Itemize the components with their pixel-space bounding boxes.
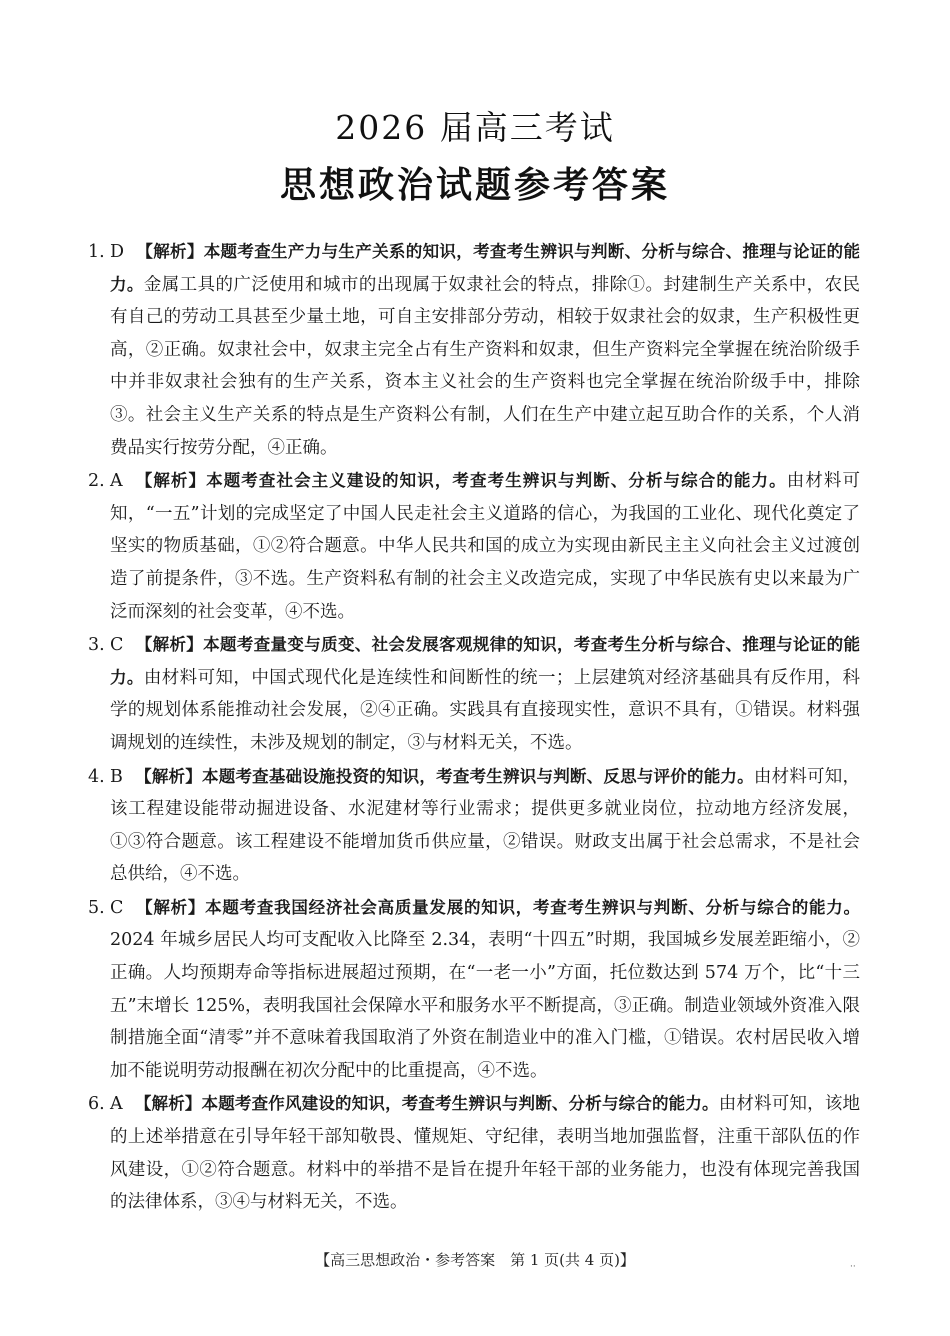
question-number: 6. <box>88 1094 105 1115</box>
question-number: 3. <box>88 635 105 656</box>
question-number: 2. <box>88 471 105 492</box>
answer-letter: C <box>110 897 124 918</box>
corner-mark: ·· <box>850 1262 856 1272</box>
analysis-body: 由材料可知，“一五”计划的完成坚定了中国人民走社会主义道路的信心，为我国的工业化、现代化奠定了坚实的物质基础，①②符合题意。中华人民共和国的成立为实现由新民主主义向社会主义过渡创造了前提条件，③不选。生产资料私有制的社会主义改造完成，实现了中华民族有史以来最为广泛而深刻的社会变革，④不选。 <box>110 471 861 622</box>
analysis-heading: 【解析】本题考查社会主义建设的知识，考查考生辨识与判断、分析与综合的能力。 <box>134 471 787 491</box>
answer-item-3 <box>88 629 860 759</box>
answer-item-2 <box>88 465 860 628</box>
answer-letter: A <box>110 471 123 492</box>
analysis-body: 2024 年城乡居民人均可支配收入比降至 2.34，表明“十四五”时期，我国城乡发展差距缩小，②正确。人均预期寿命等指标进展超过预期，在“一老一小”方面，托位数达到 574 万个，比“十三五”末增长 125%，表明我国社会保障水平和服务水平不断提高，③正确。制造业领域外资准入限制措施全面“清零”并不意味着我国取消了外资在制造业中的准入门槛，①错误。农村居民收入增加不能说明劳动报酬在初次分配中的比重提高，④不选。 <box>110 930 860 1081</box>
analysis-body: 由材料可知，中国式现代化是连续性和间断性的统一；上层建筑对经济基础具有反作用，科学的规划体系能推动社会发展，②④正确。实践具有直接现实性，意识不具有，①错误。材料强调规划的连续性，未涉及规划的制定，③与材料无关，不选。 <box>110 667 861 753</box>
question-number: 4. <box>88 766 105 787</box>
analysis-heading: 【解析】本题考查我国经济社会高质量发展的知识，考查考生辨识与判断、分析与综合的能力。 <box>135 897 860 917</box>
exam-title: 2026 届高三考试 <box>335 108 615 147</box>
analysis-body: 由材料可知，该地的上述举措意在引导年轻干部知敬畏、懂规矩、守纪律，表明当地加强监督，注重干部队伍的作风建设，①②符合题意。材料中的举措不是旨在提升年轻干部的业务能力，也没有体现完善我国的法律体系，③④与材料无关，不选。 <box>110 1094 861 1213</box>
answer-list <box>88 236 860 1219</box>
answer-letter: B <box>110 766 123 787</box>
answer-letter: A <box>110 1094 123 1115</box>
analysis-heading: 【解析】本题考查作风建设的知识，考查考生辨识与判断、分析与综合的能力。 <box>134 1094 719 1114</box>
analysis-body: 金属工具的广泛使用和城市的出现属于奴隶社会的特点，排除①。封建制生产关系中，农民有自己的劳动工具甚至少量土地，可自主安排部分劳动，相较于奴隶社会的奴隶，生产积极性更高，②正确。奴隶社会中，奴隶主完全占有生产资料和奴隶，但生产资料完全掌握在统治阶级手中并非奴隶社会独有的生产关系，资本主义社会的生产资料也完全掌握在统治阶级手中，排除③。社会主义生产关系的特点是生产资料公有制，人们在生产中建立起互助合作的关系，个人消费品实行按劳分配，④正确。 <box>110 274 861 458</box>
analysis-heading: 【解析】本题考查生产力与生产关系的知识，考查考生辨识与判断、分析与综合、推理与论证的能力。 <box>110 242 860 294</box>
answer-letter: C <box>110 635 124 656</box>
answer-letter: D <box>110 242 125 262</box>
question-number: 5. <box>88 897 105 918</box>
question-number: 1. <box>88 242 105 262</box>
analysis-body: 由材料可知，该工程建设能带动掘进设备、水泥建材等行业需求；提供更多就业岗位，拉动地方经济发展，①③符合题意。该工程建设不能增加货币供应量，②错误。财政支出属于社会总需求，不是社会总供给，④不选。 <box>110 766 861 885</box>
analysis-heading: 【解析】本题考查基础设施投资的知识，考查考生辨识与判断、反思与评价的能力。 <box>134 766 754 786</box>
page-footer: 【高三思想政治・参考答案 第 1 页(共 4 页)】 <box>315 1251 635 1269</box>
answer-item-6 <box>88 1088 860 1218</box>
analysis-heading: 【解析】本题考查量变与质变、社会发展客观规律的知识，考查考生分析与综合、推理与论证的能力。 <box>110 635 860 687</box>
answer-item-1 <box>88 236 860 464</box>
answer-item-4 <box>88 761 860 891</box>
answer-item-5 <box>88 892 860 1088</box>
exam-subtitle: 思想政治试题参考答案 <box>279 164 670 206</box>
